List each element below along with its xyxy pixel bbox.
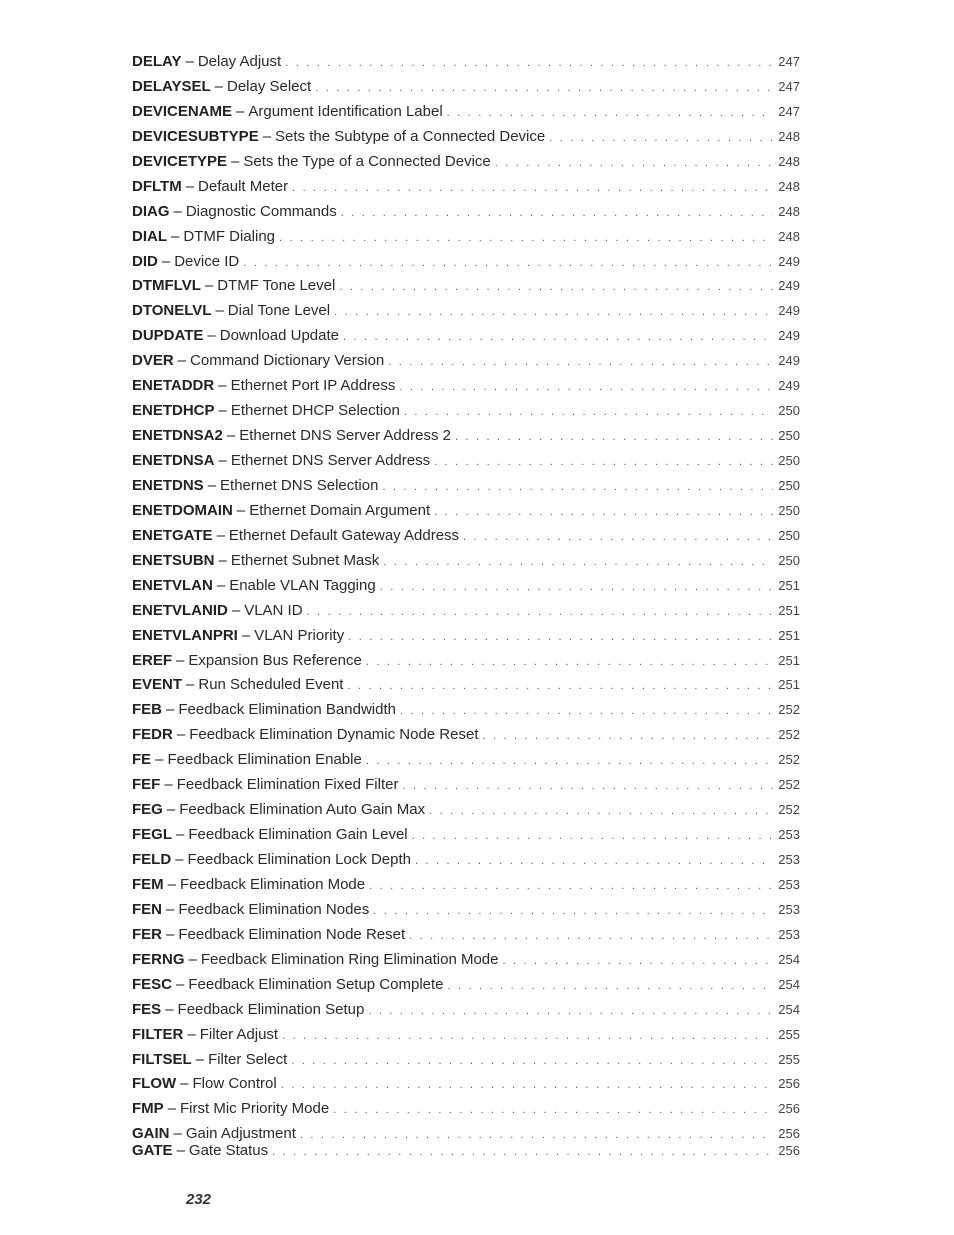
page-reference: 251 [778, 577, 800, 593]
page-reference: 247 [778, 54, 800, 69]
command-name: FERNG [132, 950, 185, 968]
toc-entry[interactable] [132, 574, 800, 599]
command-name: DIAG [132, 202, 170, 220]
dot-leader [495, 151, 773, 176]
command-name: FESC [132, 975, 173, 993]
toc-entry[interactable] [132, 923, 800, 948]
command-description: Feedback Elimination Lock Depth [187, 851, 411, 868]
toc-entry[interactable] [132, 349, 800, 374]
dot-leader [455, 425, 773, 450]
page-reference: 252 [778, 752, 800, 768]
command-description: DTMF Dialing [183, 227, 276, 245]
page-reference: 248 [778, 178, 800, 194]
separator-dash: – [236, 102, 245, 120]
command-name: DFLTM [132, 177, 182, 195]
separator-dash: – [214, 77, 223, 95]
command-name: DIAL [132, 227, 167, 245]
toc-entry[interactable] [132, 773, 800, 798]
command-description: Ethernet Default Gateway Address [228, 526, 460, 544]
table-of-contents [132, 50, 800, 1160]
command-description: Feedback Elimination Ring Elimination Mode [200, 950, 499, 968]
command-description: Filter Adjust [199, 1025, 279, 1043]
dot-leader [272, 1143, 773, 1162]
page-reference: 250 [778, 453, 800, 468]
dot-leader [380, 575, 773, 600]
toc-entry[interactable] [132, 499, 800, 524]
dot-leader [409, 924, 773, 949]
toc-entry[interactable] [132, 649, 800, 674]
command-name: FILTER [132, 1025, 184, 1043]
page-reference: 253 [778, 876, 800, 892]
command-description: Filter Select [208, 1050, 288, 1068]
toc-entry[interactable] [132, 624, 800, 649]
separator-dash: – [262, 127, 272, 145]
command-description: Sets the Subtype of a Connected Device [275, 127, 546, 145]
dot-leader [366, 749, 773, 774]
page-reference: 253 [778, 901, 800, 917]
command-name: FEG [132, 801, 163, 819]
command-name: ENETADDR [132, 377, 215, 395]
command-description: Feedback Elimination Enable [167, 751, 362, 769]
page-reference: 252 [778, 777, 800, 793]
command-description: Argument Identification Label [248, 102, 443, 120]
page-reference: 250 [778, 527, 800, 543]
command-name: ENETVLANID [132, 601, 228, 619]
page-reference: 256 [778, 1126, 800, 1142]
dot-leader [400, 699, 773, 724]
separator-dash: – [175, 851, 184, 868]
page-reference: 248 [778, 228, 800, 244]
dot-leader [368, 999, 773, 1024]
separator-dash: – [165, 1000, 174, 1018]
command-name: FE [132, 751, 152, 769]
command-name: GAIN [132, 1125, 170, 1143]
page-reference: 254 [778, 1001, 800, 1017]
command-name: DEVICETYPE [132, 152, 228, 170]
dot-leader [549, 126, 773, 151]
separator-dash: – [216, 576, 226, 594]
separator-dash: – [176, 726, 186, 744]
dot-leader [382, 475, 773, 500]
command-description: Download Update [219, 327, 339, 345]
separator-dash: – [218, 452, 227, 469]
separator-dash: – [218, 551, 227, 569]
toc-entry[interactable] [132, 150, 800, 175]
dot-leader [448, 974, 774, 999]
separator-dash: – [231, 601, 241, 619]
toc-entry[interactable] [132, 75, 800, 100]
separator-dash: – [204, 277, 214, 295]
command-description: First Mic Priority Mode [180, 1100, 330, 1118]
command-name: DELAY [132, 53, 182, 70]
separator-dash: – [195, 1050, 205, 1068]
page-reference: 253 [778, 926, 800, 942]
dot-leader [373, 899, 773, 924]
command-name: FLOW [132, 1075, 177, 1093]
dot-leader [388, 350, 773, 375]
command-description: Feedback Elimination Mode [180, 875, 366, 893]
command-description: Device ID [174, 252, 240, 270]
toc-entry[interactable] [132, 898, 800, 923]
separator-dash: – [176, 826, 185, 844]
dot-leader [383, 550, 773, 575]
command-description: Ethernet DNS Server Address 2 [239, 427, 451, 445]
dot-leader [292, 176, 773, 201]
separator-dash: – [186, 676, 195, 694]
command-name: DEVICESUBTYPE [132, 127, 259, 145]
separator-dash: – [207, 476, 217, 494]
command-name: DID [132, 252, 158, 270]
toc-entry[interactable] [132, 1141, 800, 1160]
command-name: FES [132, 1000, 162, 1018]
separator-dash: – [176, 1142, 185, 1160]
command-name: FEM [132, 875, 164, 893]
command-description: Gate Status [188, 1142, 269, 1160]
command-name: ENETVLAN [132, 576, 213, 594]
dot-leader [343, 325, 773, 350]
command-name: FEB [132, 701, 162, 719]
command-name: FILTSEL [132, 1050, 192, 1068]
dot-leader [348, 625, 773, 650]
separator-dash: – [180, 1075, 189, 1093]
page-reference: 249 [778, 353, 800, 369]
toc-entry[interactable] [132, 823, 800, 848]
command-description: Feedback Elimination Dynamic Node Reset [189, 726, 479, 744]
dot-leader [503, 949, 774, 974]
command-name: FELD [132, 851, 172, 868]
command-name: DEVICENAME [132, 102, 233, 120]
separator-dash: – [166, 925, 175, 943]
page-reference: 251 [778, 602, 800, 618]
separator-dash: – [226, 427, 236, 445]
separator-dash: – [236, 501, 246, 519]
separator-dash: – [166, 801, 176, 819]
toc-entry[interactable] [132, 324, 800, 349]
dot-leader [333, 1098, 773, 1123]
toc-entry[interactable] [132, 1097, 800, 1122]
dot-leader [447, 101, 773, 126]
command-description: Feedback Elimination Nodes [178, 900, 370, 918]
page-reference: 256 [778, 1076, 800, 1092]
command-name: ENETSUBN [132, 551, 215, 569]
command-name: FMP [132, 1100, 164, 1118]
toc-entry[interactable] [132, 424, 800, 449]
command-description: Enable VLAN Tagging [229, 576, 376, 594]
page-reference: 252 [778, 702, 800, 718]
toc-entry[interactable] [132, 449, 800, 474]
command-description: Delay Adjust [197, 53, 282, 70]
toc-entry[interactable] [132, 175, 800, 200]
page-reference: 250 [778, 428, 800, 444]
command-description: Feedback Elimination Fixed Filter [176, 776, 399, 794]
separator-dash: – [185, 177, 195, 195]
dot-leader [281, 1073, 773, 1098]
page-reference: 250 [778, 502, 800, 518]
page-reference: 249 [778, 303, 800, 319]
command-description: Ethernet DNS Server Address [230, 452, 431, 469]
separator-dash: – [187, 1025, 196, 1043]
separator-dash: – [167, 875, 177, 893]
toc-entry[interactable] [132, 524, 800, 549]
command-name: DVER [132, 352, 174, 370]
separator-dash: – [207, 327, 216, 345]
dot-leader [243, 251, 773, 276]
command-name: DUPDATE [132, 327, 204, 345]
command-description: Ethernet Subnet Mask [230, 551, 380, 569]
toc-entry[interactable] [132, 973, 800, 998]
page-reference: 253 [778, 827, 800, 843]
command-name: ENETVLANPRI [132, 626, 238, 644]
command-name: DTMFLVL [132, 277, 201, 295]
page-reference: 252 [778, 802, 800, 818]
toc-entry[interactable] [132, 100, 800, 125]
dot-leader [334, 300, 773, 325]
dot-leader [341, 201, 773, 226]
separator-dash: – [166, 701, 175, 719]
command-name: ENETDNSA2 [132, 427, 223, 445]
page-reference: 249 [778, 278, 800, 294]
dot-leader [429, 799, 773, 824]
command-description: Delay Select [226, 77, 312, 95]
command-name: FER [132, 925, 162, 943]
command-description: Expansion Bus Reference [188, 651, 362, 669]
toc-entry[interactable] [132, 474, 800, 499]
page-reference: 255 [778, 1026, 800, 1042]
separator-dash: – [216, 526, 225, 544]
page-reference: 256 [778, 1143, 800, 1159]
command-description: Run Scheduled Event [198, 676, 344, 694]
dot-leader [279, 226, 773, 251]
page-reference: 250 [778, 552, 800, 568]
page-reference: 247 [778, 103, 800, 119]
command-description: Sets the Type of a Connected Device [243, 152, 491, 170]
command-name: FEDR [132, 726, 173, 744]
toc-entry[interactable] [132, 599, 800, 624]
dot-leader [291, 1049, 773, 1074]
toc-entry[interactable] [132, 873, 800, 898]
page-reference: 251 [778, 627, 800, 643]
command-description: Default Meter [198, 177, 289, 195]
dot-leader [285, 51, 773, 76]
toc-entry[interactable] [132, 1048, 800, 1073]
command-name: FEF [132, 776, 161, 794]
separator-dash: – [164, 776, 173, 794]
page-reference: 256 [778, 1101, 800, 1117]
dot-leader [415, 849, 773, 874]
toc-entry[interactable] [132, 225, 800, 250]
dot-leader [347, 674, 773, 699]
command-name: EVENT [132, 676, 183, 694]
command-name: EREF [132, 651, 173, 669]
command-name: DTONELVL [132, 302, 212, 320]
command-description: Ethernet DHCP Selection [230, 402, 400, 420]
toc-entry[interactable] [132, 673, 800, 698]
dot-leader [366, 650, 773, 675]
command-name: ENETDNSA [132, 452, 215, 469]
command-description: Feedback Elimination Gain Level [188, 826, 408, 844]
page-reference: 250 [778, 477, 800, 493]
toc-entry[interactable] [132, 200, 800, 225]
command-description: Dial Tone Level [227, 302, 331, 320]
separator-dash: – [241, 626, 251, 644]
command-description: Feedback Elimination Setup [177, 1000, 365, 1018]
command-description: VLAN Priority [254, 626, 345, 644]
separator-dash: – [231, 152, 240, 170]
command-name: ENETDOMAIN [132, 501, 233, 519]
command-name: FEGL [132, 826, 172, 844]
page-reference: 254 [778, 951, 800, 967]
command-description: Command Dictionary Version [190, 352, 385, 370]
separator-dash: – [173, 1125, 182, 1143]
page-reference: 252 [778, 727, 800, 743]
separator-dash: – [218, 377, 227, 395]
page-reference: 254 [778, 976, 800, 992]
toc-entry[interactable] [132, 1023, 800, 1048]
toc-entry[interactable] [132, 748, 800, 773]
separator-dash: – [155, 751, 164, 769]
separator-dash: – [176, 651, 185, 669]
page-reference: 255 [778, 1051, 800, 1067]
toc-entry[interactable] [132, 399, 800, 424]
dot-leader [315, 76, 773, 101]
toc-entry[interactable] [132, 299, 800, 324]
toc-entry[interactable] [132, 723, 800, 748]
page-reference: 248 [778, 128, 800, 144]
separator-dash: – [185, 53, 194, 70]
page-number: 232 [186, 1191, 212, 1208]
separator-dash: – [166, 900, 175, 918]
command-description: Feedback Elimination Node Reset [178, 925, 406, 943]
separator-dash: – [161, 252, 171, 270]
command-description: Flow Control [192, 1075, 277, 1093]
dot-leader [404, 400, 773, 425]
toc-entry[interactable] [132, 798, 800, 823]
dot-leader [483, 724, 774, 749]
toc-entry[interactable] [132, 374, 800, 399]
separator-dash: – [173, 202, 182, 220]
separator-dash: – [215, 302, 224, 320]
toc-entry[interactable] [132, 274, 800, 299]
command-name: GATE [132, 1142, 173, 1160]
command-name: ENETGATE [132, 526, 213, 544]
dot-leader [434, 500, 773, 525]
separator-dash: – [177, 352, 187, 370]
dot-leader [369, 874, 773, 899]
dot-leader [282, 1024, 773, 1049]
command-name: DELAYSEL [132, 77, 211, 95]
toc-entry[interactable] [132, 250, 800, 275]
toc-entry[interactable] [132, 125, 800, 150]
separator-dash: – [218, 402, 227, 420]
page-reference: 248 [778, 153, 800, 169]
dot-leader [402, 774, 773, 799]
command-name: ENETDHCP [132, 402, 215, 420]
separator-dash: – [171, 227, 180, 245]
toc-entry[interactable] [132, 848, 800, 873]
page-reference: 250 [778, 403, 800, 419]
page-reference: 251 [778, 652, 800, 668]
page-reference: 249 [778, 253, 800, 269]
dot-leader [463, 525, 773, 550]
page-reference: 251 [778, 677, 800, 693]
separator-dash: – [167, 1100, 177, 1118]
toc-entry[interactable] [132, 698, 800, 723]
command-name: ENETDNS [132, 476, 204, 494]
page-reference: 249 [778, 378, 800, 394]
command-name: FEN [132, 900, 162, 918]
dot-leader [399, 375, 773, 400]
command-description: DTMF Tone Level [217, 277, 336, 295]
toc-entry[interactable] [132, 549, 800, 574]
command-description: Ethernet DNS Selection [220, 476, 379, 494]
toc-entry[interactable] [132, 50, 800, 75]
command-description: Gain Adjustment [185, 1125, 296, 1143]
command-description: Feedback Elimination Auto Gain Max [179, 801, 426, 819]
page-reference: 249 [778, 328, 800, 344]
command-description: Diagnostic Commands [185, 202, 337, 220]
command-description: Feedback Elimination Bandwidth [178, 701, 396, 719]
dot-leader [434, 450, 773, 475]
command-description: VLAN ID [244, 601, 303, 619]
page-reference: 248 [778, 203, 800, 219]
page-reference: 253 [778, 852, 800, 867]
dot-leader [339, 275, 773, 300]
separator-dash: – [176, 975, 185, 993]
separator-dash: – [188, 950, 197, 968]
toc-entry[interactable] [132, 948, 800, 973]
command-description: Ethernet Port IP Address [230, 377, 396, 395]
command-description: Ethernet Domain Argument [249, 501, 431, 519]
page-reference: 247 [778, 78, 800, 94]
dot-leader [412, 824, 773, 849]
toc-entry[interactable] [132, 998, 800, 1023]
dot-leader [307, 600, 773, 625]
toc-entry[interactable] [132, 1072, 800, 1097]
command-description: Feedback Elimination Setup Complete [188, 975, 444, 993]
